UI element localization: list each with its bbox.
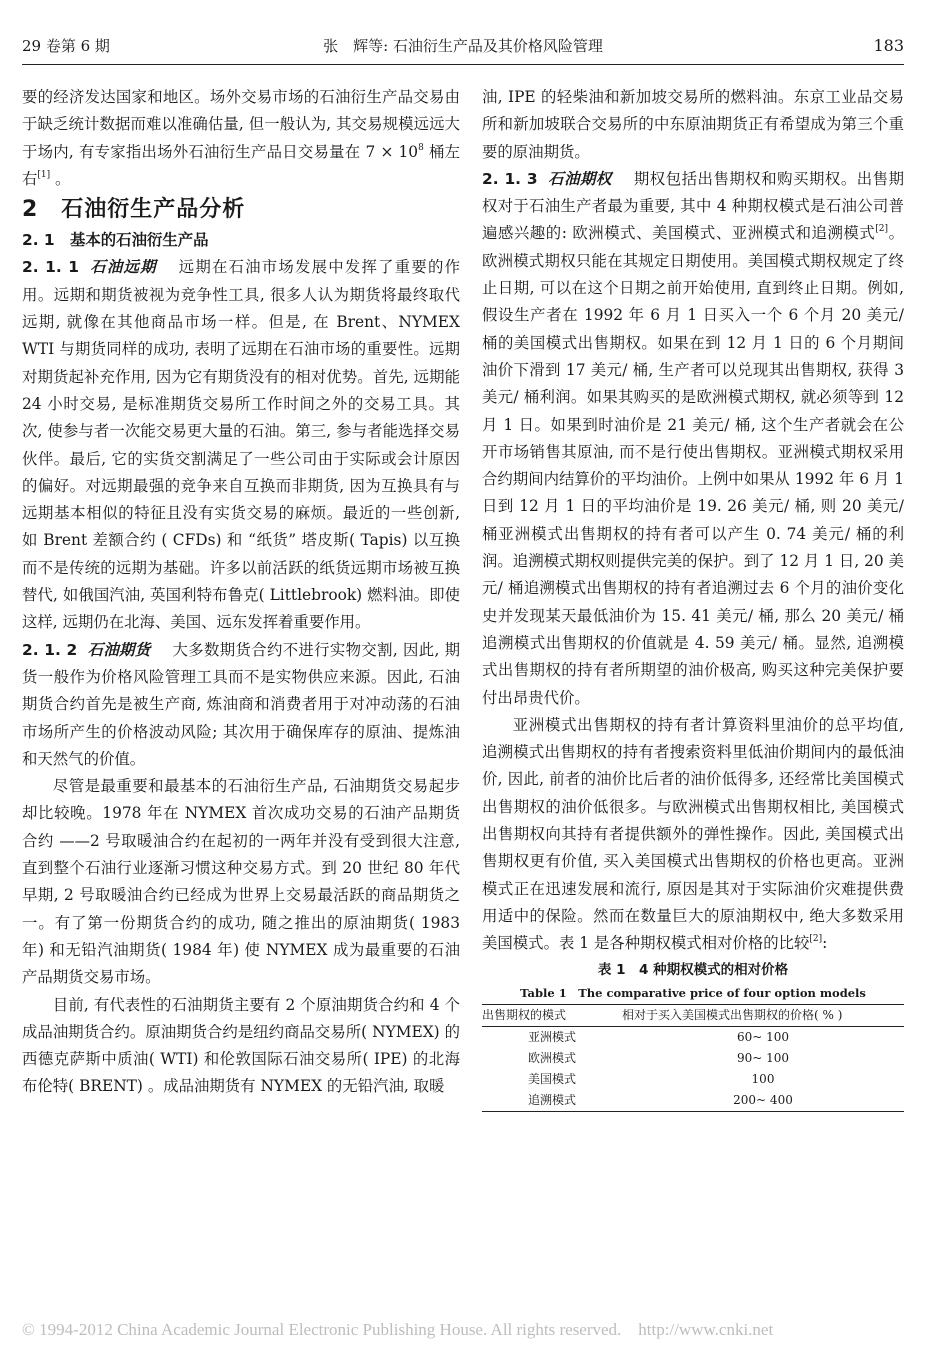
column-header: 出售期权的模式 [482, 1004, 622, 1026]
paragraph-futures-history: 尽管是最重要和最基本的石油衍生产品, 石油期货交易起步却比较晚。1978 年在 NYMEX 首次成功交易的石油产品期货合约 ——2 号取暖油合约在起初的一两年并没有受到很大注意, 直到整个石油行业逐渐习惯这种交易方式。到 20 世纪 80 年代早期, 2 号取暖油合约已经成为世界上交易最活跃的商品期货之一。有了第一份期货合约的成功, 随之推出的原油期货( 1983 年) 和无铅汽油期货( 1984 年) 使 NYMEX 成为最重要的石油产品期货交易市场。 [22, 777, 460, 987]
paragraph-oil-forwards: 2. 1. 1 石油远期 远期在石油市场发展中发挥了重要的作用。远期和期货被视为竞争性工具, 很多人认为期货将最终取代远期, 就像在其他商品市场一样。但是, 在 Brent、NYMEX WTI 与期货同样的成功, 表明了远期在石油市场的重要性。远期对期货起补充作用, 因为它有期货没有的相对优势。首先, 远期能24 小时交易, 是标准期货交易所工作时间之外的交易工具。其次, 使参与者一次能交易更大量的石油。第三, 参与者能选择交易伙伴。最后, 它的实货交割满足了一些公司由于实际或会计原因的偏好。对远期最强的竞争来自互换而非期货, 因为互换具有与远期基本相似的特征且没有实货交易的麻烦。最近的一些创新, 如 Brent 差额合约 ( CFDs) 和 “纸货” 塔皮斯( Tapis) 以互换而不是传统的远期为基础。许多以前活跃的纸货远期市场被互换替代, 如俄国汽油, 英国利特布鲁克( Littlebrook) 燃料油。即使这样, 远期仍在北海、美国、远东发挥着重要作用。 [22, 258, 460, 632]
table-cell-price: 90~ 100 [736, 1050, 790, 1065]
table-cell-price: 200~ 400 [622, 1090, 904, 1112]
table-row [482, 1069, 904, 1090]
left-column [22, 84, 460, 1101]
subsection-number: 2. 1. 1 [22, 258, 79, 277]
exponent: 8 [418, 142, 424, 153]
paragraph-option-comparison: 亚洲模式出售期权的持有者计算资料里油价的总平均值, 追溯模式出售期权的持有者搜索资料里低油价期间内的最低油价, 因此, 前者的油价比后者的油价低得多, 还经常比美国模式出售期权的油价低很多。与欧洲模式出售期权相比, 美国模式出售期权向其持有者提供额外的弹性操作。因此, 美国模式出售期权更有价值, 买入美国模式出售期权的价格也更高。亚洲模式正在迅速发展和流行, 原因是其对于实际油价灾难提供费用适中的保险。然而在数量巨大的原油期权中, 绝大多数采用美国模式。表 1 是各种期权模式相对价格的比较[2]: [482, 715, 904, 953]
table-1 [482, 958, 904, 1112]
intro-paragraph: 要的经济发达国家和地区。场外交易市场的石油衍生产品交易由于缺乏统计数据而难以准确估量, 但一般认为, 其交易规模远远大于场内, 有专家指出场外石油衍生产品日交易量在 $7 \times 10^8$ 桶左右[1] 。 [22, 88, 460, 188]
subsection-keyword: 石油远期 [89, 258, 157, 277]
section-heading-2-1: 2. 1 基本的石油衍生产品 [22, 231, 209, 250]
table-caption-en: Table 1 The comparative price of four option models [520, 985, 866, 1000]
article-running-title: 张 辉等: 石油衍生产品及其价格风险管理 [323, 37, 603, 55]
paragraph-oil-futures: 2. 1. 2 石油期货 大多数期货合约不进行实物交割, 因此, 期货一般作为价格风险管理工具而不是实物供应来源。因此, 石油期货合约首先是被生产商, 炼油商和消费者用于对冲动荡的石油市场所产生的价格波动风险; 其次用于确保库存的原油、提炼油和天然气的价值。 [22, 640, 460, 768]
relative-price-table [482, 1004, 904, 1112]
subsection-number: 2. 1. 2 [22, 640, 78, 659]
paragraph-futures-contracts: 目前, 有代表性的石油期货主要有 2 个原油期货合约和 4 个成品油期货合约。原油期货合约是纽约商品交易所( NYMEX) 的西德克萨斯中质油( WTI) 和伦敦国际石油交易所( IPE) 的北海布伦特( BRENT) 。成品油期货有 NYMEX 的无铅汽油, 取暖 [22, 995, 460, 1096]
table-cell-model: 亚洲模式 [527, 1029, 576, 1044]
subsection-keyword: 石油期货 [87, 640, 151, 659]
column-header: 相对于买入美国模式出售期权的价格( % ) [622, 1004, 904, 1026]
table-cell-model: 追溯模式 [482, 1090, 622, 1112]
running-header [22, 36, 904, 64]
citation-ref: [2] [875, 224, 889, 235]
right-column [482, 84, 904, 1112]
header-rule [22, 64, 904, 65]
table-caption-cn: 表 1 4 种期权模式的相对价格 [597, 961, 789, 978]
table-cell-model: 欧洲模式 [527, 1050, 576, 1065]
table-row [482, 1048, 904, 1069]
table-cell-model: 美国模式 [527, 1071, 576, 1086]
subsection-number: 2. 1. 3 [482, 169, 538, 188]
journal-volume: 29 卷第 6 期 [22, 37, 110, 55]
table-cell-price: 60~ 100 [736, 1029, 790, 1044]
citation-ref: [1] [37, 169, 51, 180]
copyright-watermark: © 1994-2012 China Academic Journal Electronic Publishing House. All rights reserved. http://www.cnki.net [22, 1320, 774, 1339]
paragraph-oil-options: 2. 1. 3 石油期权 期权包括出售期权和购买期权。出售期权对于石油生产者最为重要, 其中 4 种期权模式是石油公司普遍感兴趣的: 欧洲模式、美国模式、亚洲模式和追溯模式[2]。欧洲模式期权只能在其规定日期使用。美国模式期权规定了终止日期, 可以在这个日期之前开始使用, 直到终止日期。例如, 假设生产者在 1992 年 6 月 1 日买入一个 6 个月 20 美元/ 桶的美国模式出售期权。如果在到 12 月 1 日的 6 个月期间油价下滑到 17 美元/ 桶, 生产者可以兑现其出售期权, 获得 3 美元/ 桶利润。如果其购买的是欧洲模式期权, 就必须等到 12 月 1 日。如果到时油价是 21 美元/ 桶, 这个生产者就会在公开市场销售其原油, 而不是行使出售期权。亚洲模式期权采用合约期间内结算价的平均油价。上例中如果从 1992 年 6 月 1 日到 12 月 1 日的平均油价是 19. 26 美元/ 桶, 则 20 美元/ 桶亚洲模式出售期权的持有者可以产生 0. 74 美元/ 桶的利润。追溯模式期权则提供完美的保护。到了 12 月 1 日, 20 美元/ 桶追溯模式出售期权的持有者追溯过去 6 个月的油价变化史并发现某天最低油价为 15. 41 美元/ 桶, 那么 20 美元/ 桶追溯模式出售期权的价值就是 4. 59 美元/ 桶。显然, 追溯模式出售期权的持有者所期望的油价极高, 购买这种完美保护要付出昂贵代价。 [482, 169, 904, 707]
table-header-row [482, 1004, 904, 1026]
paragraph-continued: 油, IPE 的轻柴油和新加坡交易所的燃料油。东京工业品交易所和新加坡联合交易所的中东原油期货正有希望成为第三个重要的原油期货。 [482, 88, 904, 161]
citation-ref: [2] [809, 934, 823, 945]
section-heading-2: 2 石油衍生产品分析 [22, 197, 246, 223]
table-row [482, 1090, 904, 1112]
subsection-keyword: 石油期权 [547, 169, 612, 188]
page-number: 183 [873, 36, 904, 55]
table-cell-price: 100 [751, 1071, 775, 1086]
table-row [482, 1026, 904, 1048]
